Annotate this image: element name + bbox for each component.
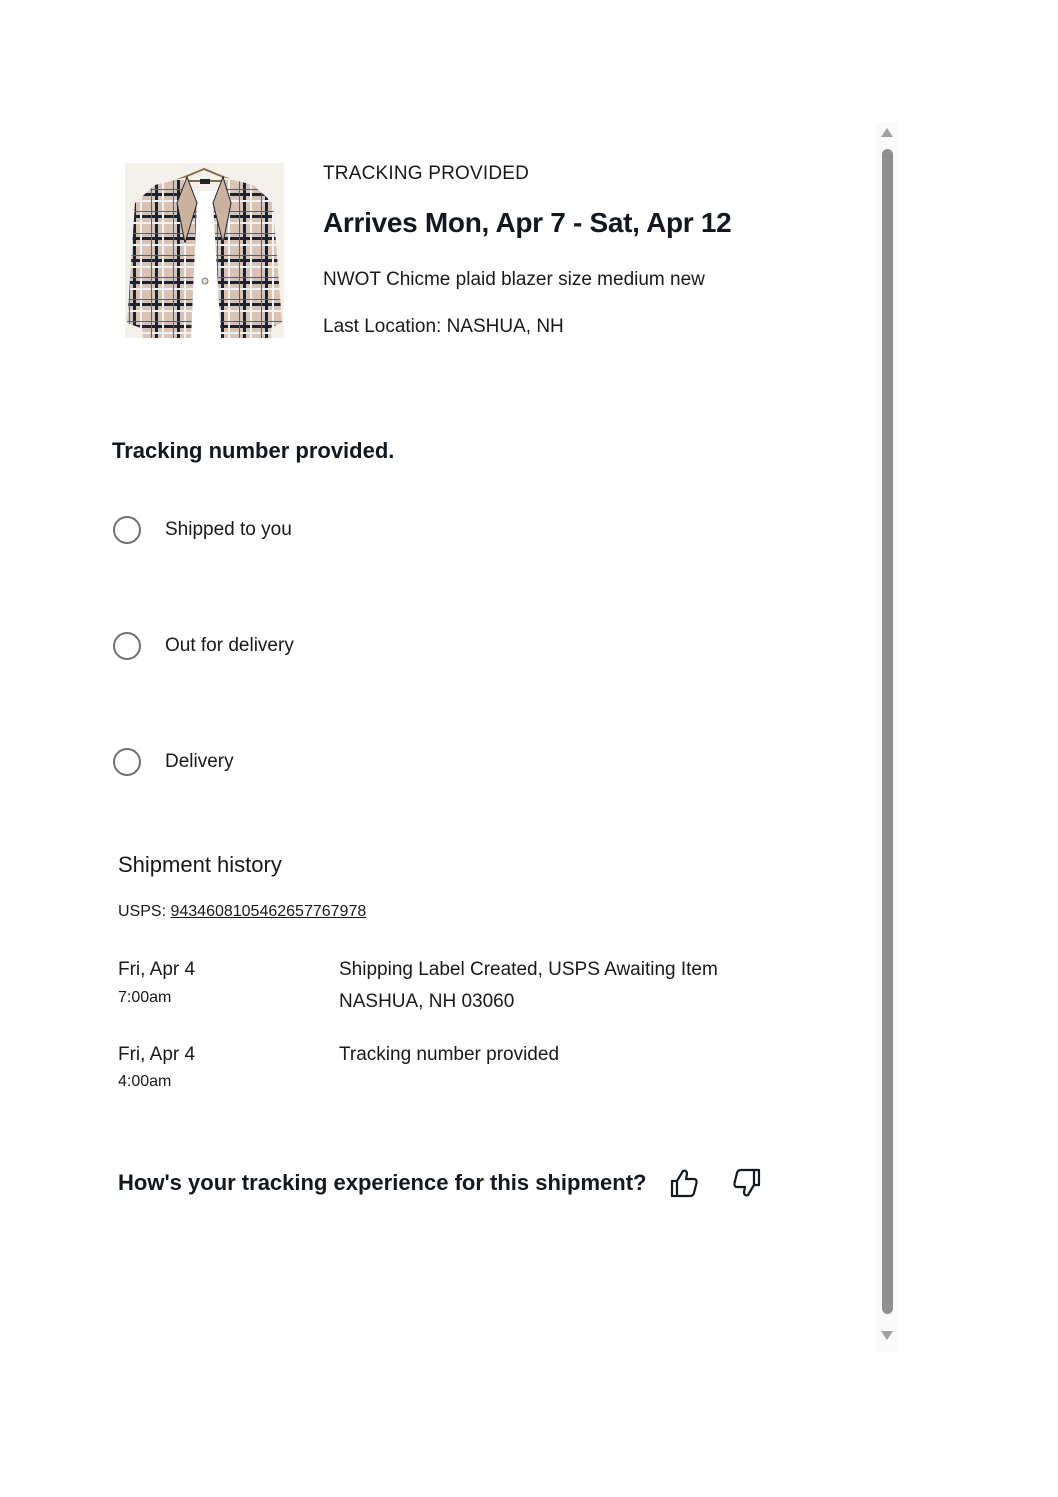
estimated-arrival: Arrives Mon, Apr 7 - Sat, Apr 12 xyxy=(323,207,732,238)
event-location: NASHUA, NH 03060 xyxy=(339,991,515,1012)
step-circle-shipped xyxy=(113,516,141,544)
scrollbar-thumb[interactable] xyxy=(882,149,893,1314)
step-circle-delivery xyxy=(113,748,141,776)
thumbs-down-button[interactable] xyxy=(727,1163,767,1203)
product-image[interactable] xyxy=(125,163,284,338)
thumbs-down-icon xyxy=(731,1167,763,1199)
progress-heading: Tracking number provided. xyxy=(112,438,395,463)
scroll-up-arrow-icon[interactable] xyxy=(881,128,893,137)
event-time: 4:00am xyxy=(118,1073,172,1090)
tracking-number-link[interactable]: 9434608105462657767978 xyxy=(170,903,367,920)
carrier-line xyxy=(118,903,366,921)
event-date: Fri, Apr 4 xyxy=(118,1044,196,1065)
item-title[interactable]: NWOT Chicme plaid blazer size medium new xyxy=(323,269,705,290)
step-label-out-for-delivery: Out for delivery xyxy=(165,635,294,656)
event-description: Tracking number provided xyxy=(339,1044,560,1065)
carrier-name: USPS: xyxy=(118,903,167,920)
last-location: Last Location: NASHUA, NH xyxy=(323,316,564,337)
scroll-down-arrow-icon[interactable] xyxy=(881,1331,893,1340)
event-description: Shipping Label Created, USPS Awaiting Item xyxy=(339,959,718,980)
thumbs-up-icon xyxy=(668,1167,700,1199)
step-label-delivery: Delivery xyxy=(165,751,234,772)
step-label-shipped: Shipped to you xyxy=(165,519,292,540)
feedback-question: How's your tracking experience for this shipment? xyxy=(118,1170,647,1195)
tracking-status-label: TRACKING PROVIDED xyxy=(323,163,530,184)
event-time: 7:00am xyxy=(118,989,172,1006)
event-date: Fri, Apr 4 xyxy=(118,959,196,980)
thumbs-up-button[interactable] xyxy=(664,1163,704,1203)
shipment-history-heading: Shipment history xyxy=(118,852,282,877)
step-circle-out-for-delivery xyxy=(113,632,141,660)
